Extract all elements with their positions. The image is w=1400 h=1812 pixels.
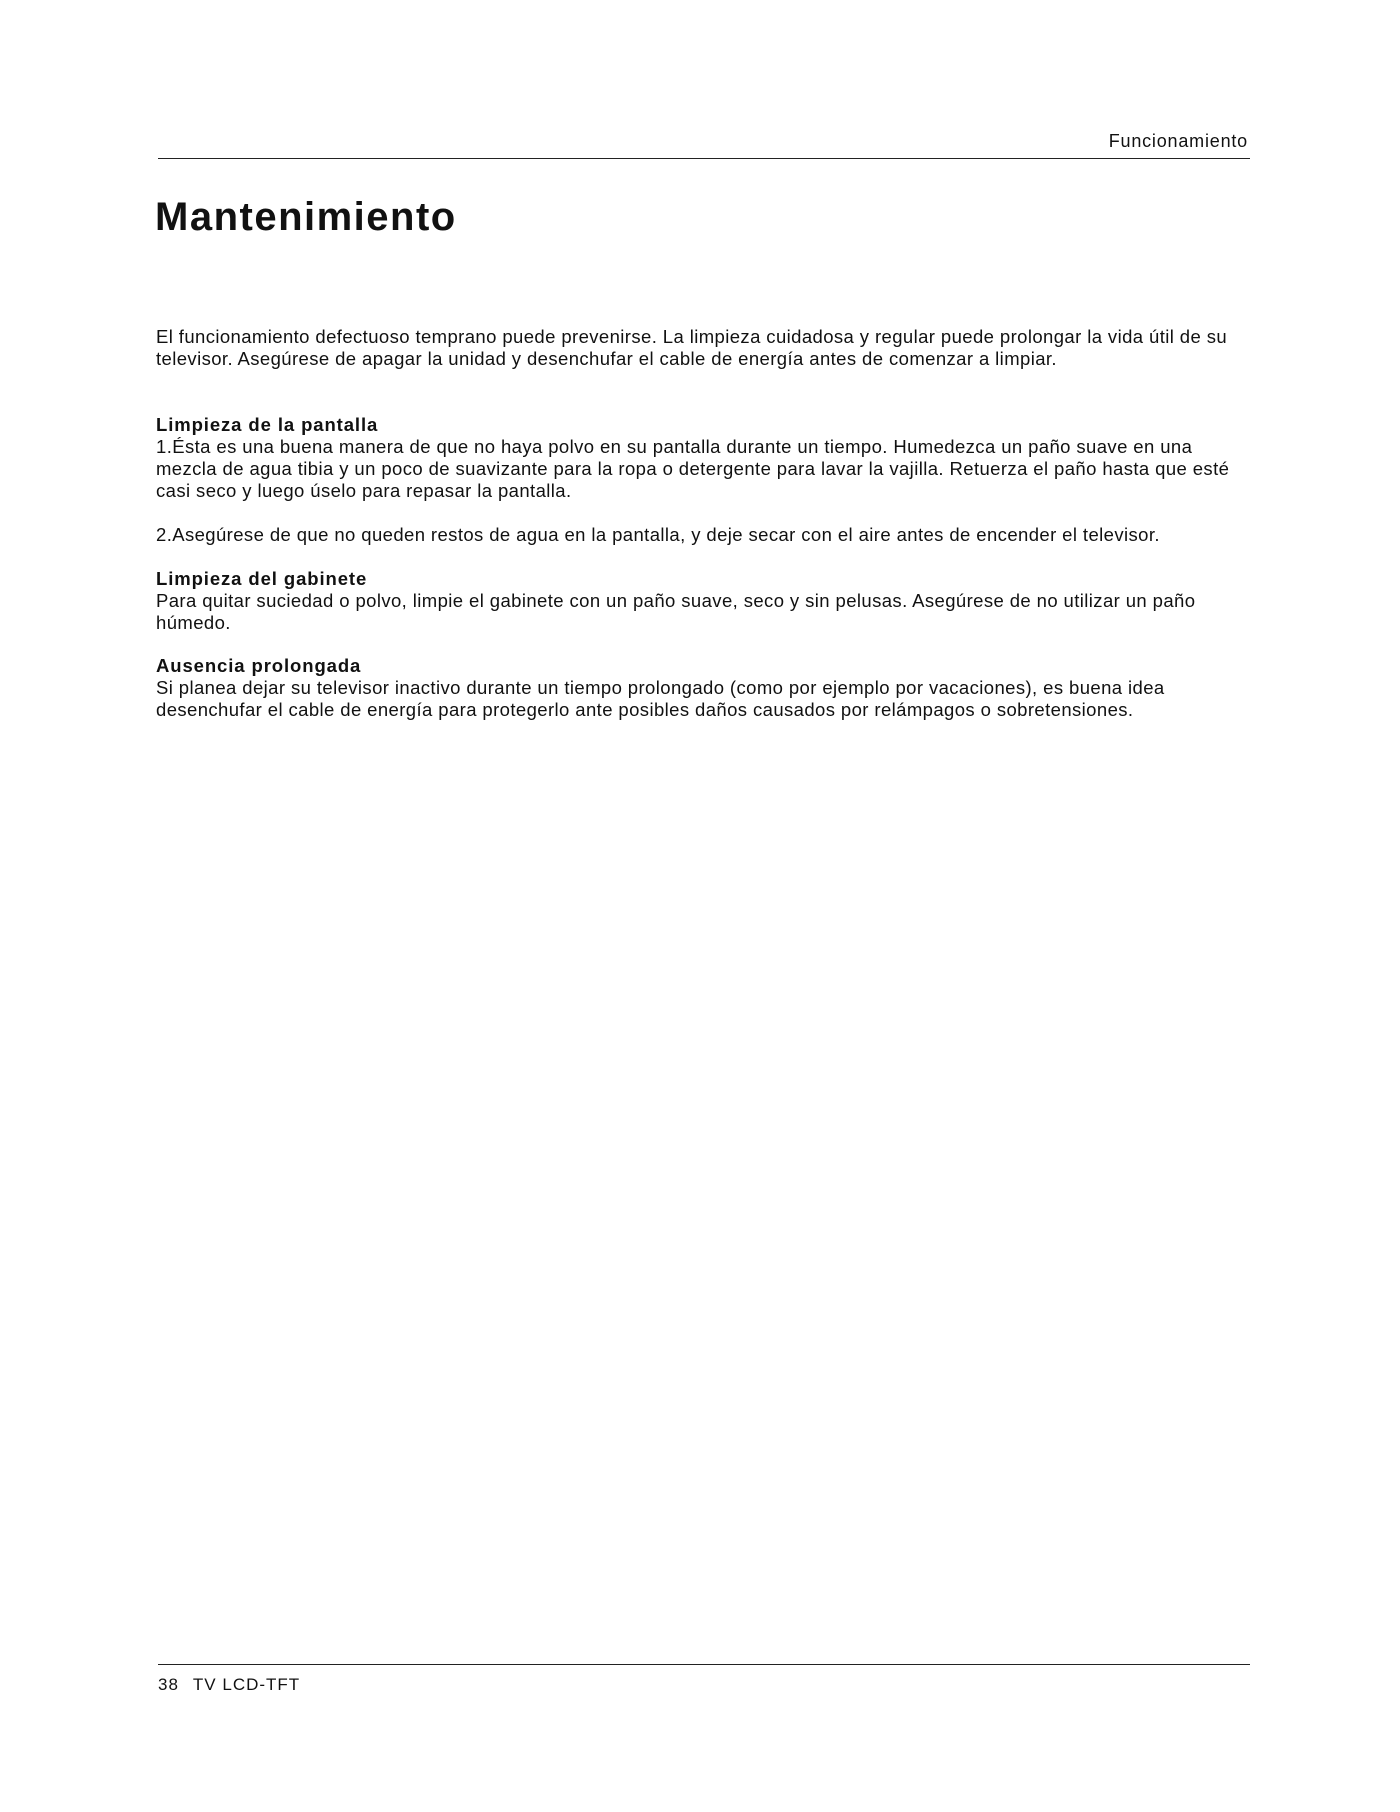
section-paragraph: 1.Ésta es una buena manera de que no haya polvo en su pantalla durante un tiempo. Humedezca un paño suave en una mezcla de agua tibia y un poco de suavizante para la ropa o detergente para lavar la vajilla. Retuerza el paño hasta que esté casi seco y luego úselo para repasar la pantalla. [156, 436, 1230, 501]
section-heading: Limpieza de la pantalla [156, 414, 379, 435]
section-screen-cleaning [156, 414, 1246, 546]
section-name: Funcionamiento [1108, 131, 1248, 151]
section-paragraph: Para quitar suciedad o polvo, limpie el gabinete con un paño suave, seco y sin pelusas. Asegúrese de no utilizar un paño húmedo. [156, 590, 1196, 633]
page-title: Mantenimiento [155, 195, 457, 239]
product-name: TV LCD-TFT [192, 1675, 301, 1694]
footer-text [158, 1675, 1250, 1695]
section-heading: Limpieza del gabinete [156, 568, 368, 589]
page-footer [158, 1664, 1250, 1695]
section-extended-absence [156, 655, 1246, 721]
page-body [156, 326, 1246, 721]
section-paragraph: Si planea dejar su televisor inactivo durante un tiempo prolongado (como por ejemplo por vacaciones), es buena idea desenchufar el cable de energía para protegerlo ante posibles daños causados por relámpagos o sobretensiones. [156, 677, 1165, 720]
intro-paragraph: El funcionamiento defectuoso temprano puede prevenirse. La limpieza cuidadosa y regular puede prolongar la vida útil de su televisor. Asegúrese de apagar la unidad y desenchufar el cable de energía antes de comenzar a limpiar. [156, 326, 1228, 369]
page-header [158, 128, 1250, 159]
section-heading: Ausencia prolongada [156, 655, 362, 676]
page-number: 38 [158, 1675, 179, 1694]
section-cabinet-cleaning [156, 568, 1246, 634]
footer-rule [158, 1664, 1250, 1665]
section-paragraph: 2.Asegúrese de que no queden restos de agua en la pantalla, y deje secar con el aire antes de encender el televisor. [156, 524, 1160, 545]
header-rule [158, 158, 1250, 159]
